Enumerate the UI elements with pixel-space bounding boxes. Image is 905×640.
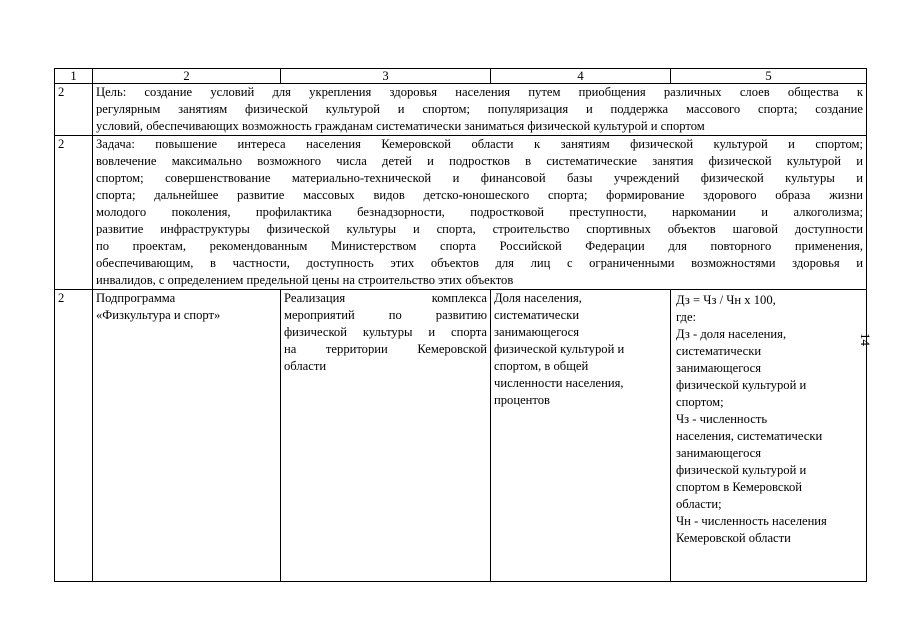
formula-line: Кемеровской области — [676, 531, 791, 545]
goal-row-number: 2 — [55, 84, 93, 136]
program-row-number: 2 — [55, 290, 93, 582]
activity-line: мероприятий по развитию — [284, 308, 487, 322]
formula-line: физической культурой и — [676, 463, 807, 477]
task-line: развитие инфраструктуры физической культуры и спорта, строительство спортивных объектов шаговой доступности — [96, 222, 863, 236]
program-name-cell — [93, 290, 281, 582]
formula-line: спортом; — [676, 395, 724, 409]
formula-line: Чн - численность населения — [676, 514, 827, 528]
indicators-table — [54, 68, 867, 582]
formula-line: физической культурой и — [676, 378, 807, 392]
program-name-line: Подпрограмма — [96, 291, 176, 305]
formula-line: спортом в Кемеровской — [676, 480, 803, 494]
task-line: обеспечивающим, в частности, доступность этих объектов для лиц с ограниченными возможностями здоровья и — [96, 256, 863, 270]
formula-line: населения, систематически — [676, 429, 823, 443]
indicator-cell — [491, 290, 671, 582]
page-number: 14 — [858, 333, 873, 346]
indicator-line: Доля населения, — [494, 291, 582, 305]
table-header-row — [55, 69, 867, 84]
task-line: Задача: повышение интереса населения Кемеровской области к занятиям физической культурой и спортом; — [96, 137, 863, 151]
goal-row — [55, 84, 867, 136]
program-name-line: «Физкультура и спорт» — [96, 308, 221, 322]
goal-line: условий, обеспечивающих возможность гражданам систематически заниматься физической культурой и спортом — [96, 119, 705, 133]
task-row — [55, 136, 867, 290]
header-cell-1: 1 — [55, 69, 93, 84]
activity-line: на территории Кемеровской — [284, 342, 487, 356]
header-cell-3: 3 — [281, 69, 491, 84]
formula-line: Дз = Чз / Чн х 100, — [676, 293, 776, 307]
activity-line: Реализация комплекса — [284, 291, 487, 305]
formula-line: области; — [676, 497, 722, 511]
formula-cell — [671, 290, 867, 582]
indicator-line: численности населения, — [494, 376, 624, 390]
activity-line: физической культуры и спорта — [284, 325, 487, 339]
indicator-line: физической культурой и — [494, 342, 625, 356]
header-cell-2: 2 — [93, 69, 281, 84]
formula-line: занимающегося — [676, 446, 762, 460]
indicator-line: процентов — [494, 393, 550, 407]
header-cell-5: 5 — [671, 69, 867, 84]
formula-line: где: — [676, 310, 697, 324]
task-line: спорта; дальнейшее развитие массовых видов детско-юношеского спорта; формирование здорового образа жизни — [96, 188, 863, 202]
task-line: по проектам, рекомендованным Министерством спорта Российской Федерации для повторного применения, — [96, 239, 863, 253]
header-cell-4: 4 — [491, 69, 671, 84]
task-text — [93, 136, 867, 290]
task-row-number: 2 — [55, 136, 93, 290]
goal-line: регулярным занятиям физической культурой и спортом; популяризация и поддержка массового спорта; создание — [96, 102, 863, 116]
indicator-line: занимающегося — [494, 325, 580, 339]
task-line: вовлечение максимально возможного числа детей и подростков в систематические занятия физической культурой и — [96, 154, 863, 168]
goal-text — [93, 84, 867, 136]
indicator-line: спортом, в общей — [494, 359, 589, 373]
formula-line: Чз - численность — [676, 412, 768, 426]
activity-cell — [281, 290, 491, 582]
task-line: спортом; совершенствование материально-технической и финансовой базы учреждений физической культуры и — [96, 171, 863, 185]
goal-line: Цель: создание условий для укрепления здоровья населения путем приобщения различных слоев общества к — [96, 85, 863, 99]
activity-line: области — [284, 359, 327, 373]
program-row — [55, 290, 867, 582]
task-line: молодого поколения, профилактика безнадзорности, подростковой преступности, наркомании и алкоголизма; — [96, 205, 863, 219]
formula-line: занимающегося — [676, 361, 762, 375]
formula-line: Дз - доля населения, — [676, 327, 787, 341]
formula-line: систематически — [676, 344, 762, 358]
task-line: инвалидов, с определением предельной цены на строительство этих объектов — [96, 273, 514, 287]
indicator-line: систематически — [494, 308, 580, 322]
